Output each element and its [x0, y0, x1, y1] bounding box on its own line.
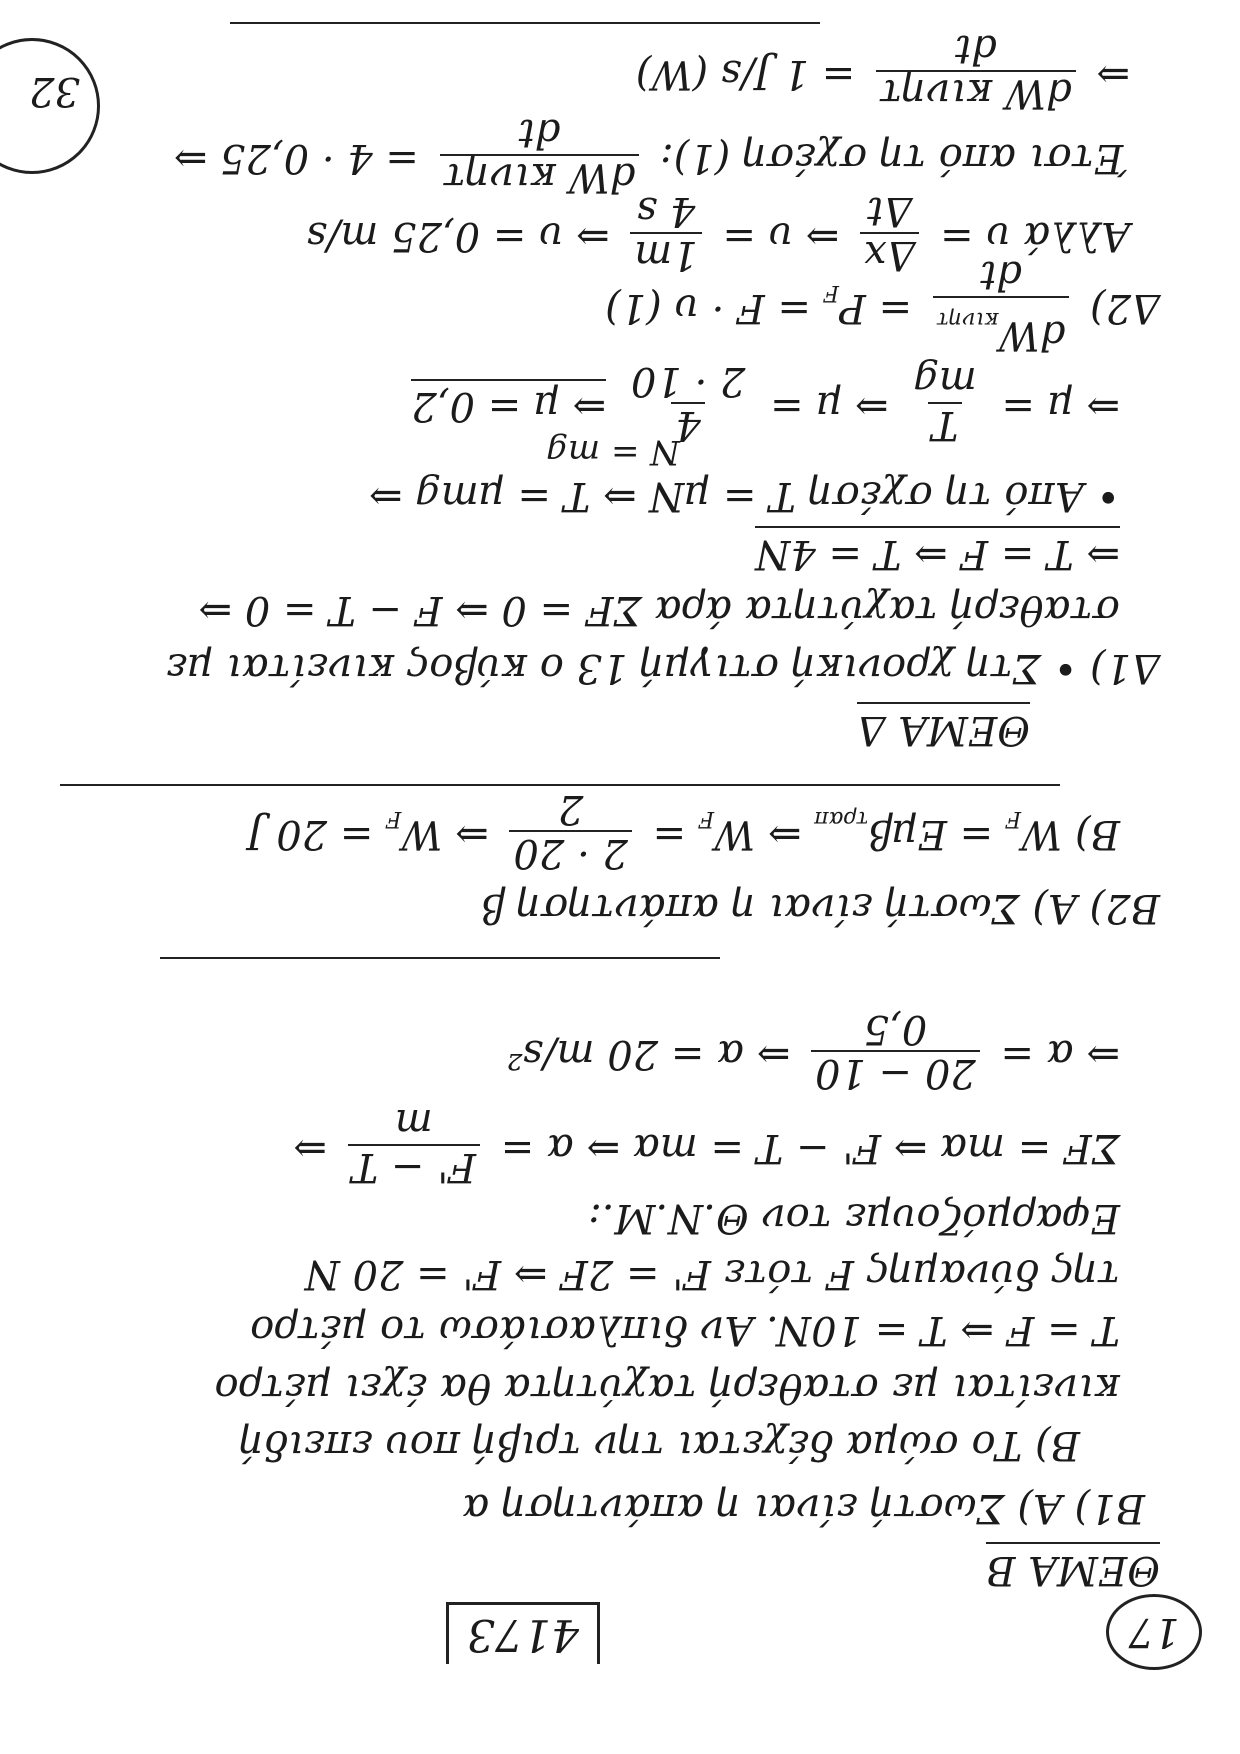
d1-eq-numerator-2: 4: [671, 402, 704, 446]
b2-eq-sub-3: F: [698, 806, 715, 831]
b1-equation-2: [507, 1008, 1120, 1094]
d2-eq3-denominator: dt: [518, 110, 561, 156]
d2-eq4-result: = 1 J/s (W): [635, 51, 856, 97]
d2-eq2-result: ⇒ υ = 0,25 m/s: [306, 213, 610, 259]
d1-label: Δ1): [1090, 645, 1160, 691]
b1-eq1-part: ΣF = mα ⇒ F' − T = mα ⇒ α =: [500, 1125, 1120, 1171]
b2-eq-fraction: [509, 788, 632, 874]
b1-eq1-fraction: [348, 1102, 480, 1188]
b1-equation-1: [293, 1102, 1120, 1188]
b1-eq2-fraction: [811, 1008, 980, 1094]
section-title-d: ΘΕΜΑ Δ: [857, 702, 1030, 754]
d2-eq2-denominator-1: Δt: [867, 188, 913, 234]
b1-eq2-part: ⇒ α =: [1000, 1031, 1120, 1077]
d1-eq-result: ⇒ μ = 0,2: [411, 379, 606, 429]
d1-eq-fraction-2: [627, 360, 750, 446]
b1-divider: [160, 957, 720, 959]
b2-eq-part-3: ⇒ W: [714, 811, 802, 857]
d2-label: Δ2): [1090, 285, 1160, 331]
d2-equation-4: [636, 28, 1130, 114]
b1-text-line-4: της δύναμης F τότε F' = 2F ⇒ F' = 20 N: [304, 1251, 1120, 1297]
d2-eq2-part-1: Αλλά υ =: [940, 213, 1130, 259]
d1-text-4: • Από τη σχέση T = μN ⇒ T = μmg ⇒: [368, 473, 1120, 519]
d2-eq1-sub: κινητ: [936, 307, 999, 332]
d1-eq-denominator-2: 2 · 10: [630, 358, 746, 404]
d2-eq1-result: = F · υ (1): [605, 285, 811, 331]
b1-eq2-numerator: 20 − 10: [811, 1050, 980, 1094]
d2-eq2-denominator-2: 4 s: [636, 188, 696, 234]
d2-eq4-denominator: dt: [955, 26, 997, 72]
b2-label: Β2): [1089, 885, 1160, 931]
d2-eq3-result: = 4 · 0,25 ⇒: [173, 135, 419, 181]
d2-eq2-fraction-1: [860, 190, 919, 276]
d2-eq2-numerator-1: Δx: [860, 232, 919, 276]
d2-eq2-numerator-2: 1m: [630, 232, 701, 276]
b2-eq-part-1: Β) W: [1021, 811, 1120, 857]
b2-eq-numerator: 2 · 20: [509, 830, 632, 874]
b1-text-line-2: κινείται με σταθερή ταχύτητα θα έχει μέτρο: [214, 1365, 1120, 1411]
d2-eq1-numerator: dW: [998, 312, 1066, 358]
d2-eq3-numerator: dW κινητ: [440, 154, 640, 198]
b2-eq-sub-2: τραπ: [814, 806, 869, 831]
d2-eq1-denominator: dt: [980, 252, 1022, 298]
d1-arrow-note: N = mg: [546, 432, 680, 472]
b1-answer-a: Α) Σωστή είναι η απάντηση α: [462, 1485, 1062, 1531]
b2-divider: [60, 784, 1060, 786]
d2-eq4-fraction: [876, 28, 1076, 114]
d1-text-2: σταθερή ταχύτητα άρα ΣF = 0 ⇒ F − T = 0 ⇒: [198, 587, 1120, 633]
b2-eq-result: = 20 J: [247, 811, 374, 857]
topic-code: 4173: [446, 1602, 600, 1664]
b1-text-line-5: Εφαρμόζουμε τον Θ.Ν.Μ.:: [588, 1195, 1120, 1241]
b1-text-line-3: T = F ⇒ T = 10N. Αν διπλασιάσω το μέτρο: [250, 1307, 1120, 1353]
d1-eq-part-1: ⇒ μ =: [1001, 383, 1120, 429]
d2-eq1-sub-2: F: [823, 280, 839, 305]
d2-eq4-part-1: ⇒: [1096, 51, 1130, 97]
b2-equation: [247, 788, 1120, 874]
d2-eq2-part-2: ⇒ υ =: [722, 213, 840, 259]
b2-eq-sub-4: F: [386, 806, 402, 831]
d1-line-1: [166, 644, 1160, 692]
b1-eq1-denominator: m: [394, 1100, 433, 1146]
d2-eq1-part-2: = P: [838, 285, 913, 331]
d2-divider: [230, 22, 820, 24]
b2-line-a: [481, 884, 1160, 932]
corner-number: 32: [29, 68, 80, 114]
d1-eq-part-2: ⇒ μ =: [770, 383, 889, 429]
b2-eq-denominator: 2: [557, 786, 584, 832]
b1-eq2-result: ⇒ α = 20 m/s²: [506, 1031, 791, 1077]
d1-text-3: ⇒ T = F ⇒ T = 4N: [755, 526, 1120, 578]
b1-eq1-arrow: ⇒: [293, 1125, 327, 1171]
d1-equation: [411, 360, 1120, 446]
page-number-circle: 17: [1106, 1594, 1202, 1670]
d2-eq4-numerator: dW κινητ: [876, 70, 1076, 114]
b2-eq-part-2: = Εμβ: [868, 811, 994, 857]
b2-eq-part-4: =: [652, 811, 687, 857]
d1-text-1: • Στη χρονική στιγμή 13 ο κύβος κινείται με: [165, 645, 1078, 691]
d2-eq2-fraction-2: [630, 190, 701, 276]
b2-eq-sub-1: F: [1005, 806, 1022, 831]
d1-eq-fraction-1: [909, 360, 981, 446]
d2-eq3-part-1: Έτσι από τη σχέση (1):: [660, 135, 1130, 181]
d1-eq-denominator-1: mg: [913, 358, 977, 404]
b2-answer-a: Α) Σωστή είναι η απάντηση β: [481, 885, 1077, 931]
d2-equation-2: [306, 190, 1130, 276]
b1-eq1-numerator: F' − T: [348, 1144, 480, 1188]
d2-eq3-fraction: [440, 112, 640, 198]
b1-text-line-1: Β) Το σώμα δέχεται την τριβή που επειδή: [239, 1422, 1080, 1468]
d1-eq-numerator-1: T: [928, 402, 963, 446]
b1-label: Β1): [1074, 1485, 1145, 1531]
d2-equation-3: [174, 112, 1130, 198]
b1-line-a: [462, 1484, 1145, 1532]
section-title-b: ΘΕΜΑ Β: [986, 1542, 1160, 1594]
b1-eq2-denominator: 0,5: [863, 1006, 928, 1052]
b2-eq-part-5: ⇒ W: [401, 811, 489, 857]
